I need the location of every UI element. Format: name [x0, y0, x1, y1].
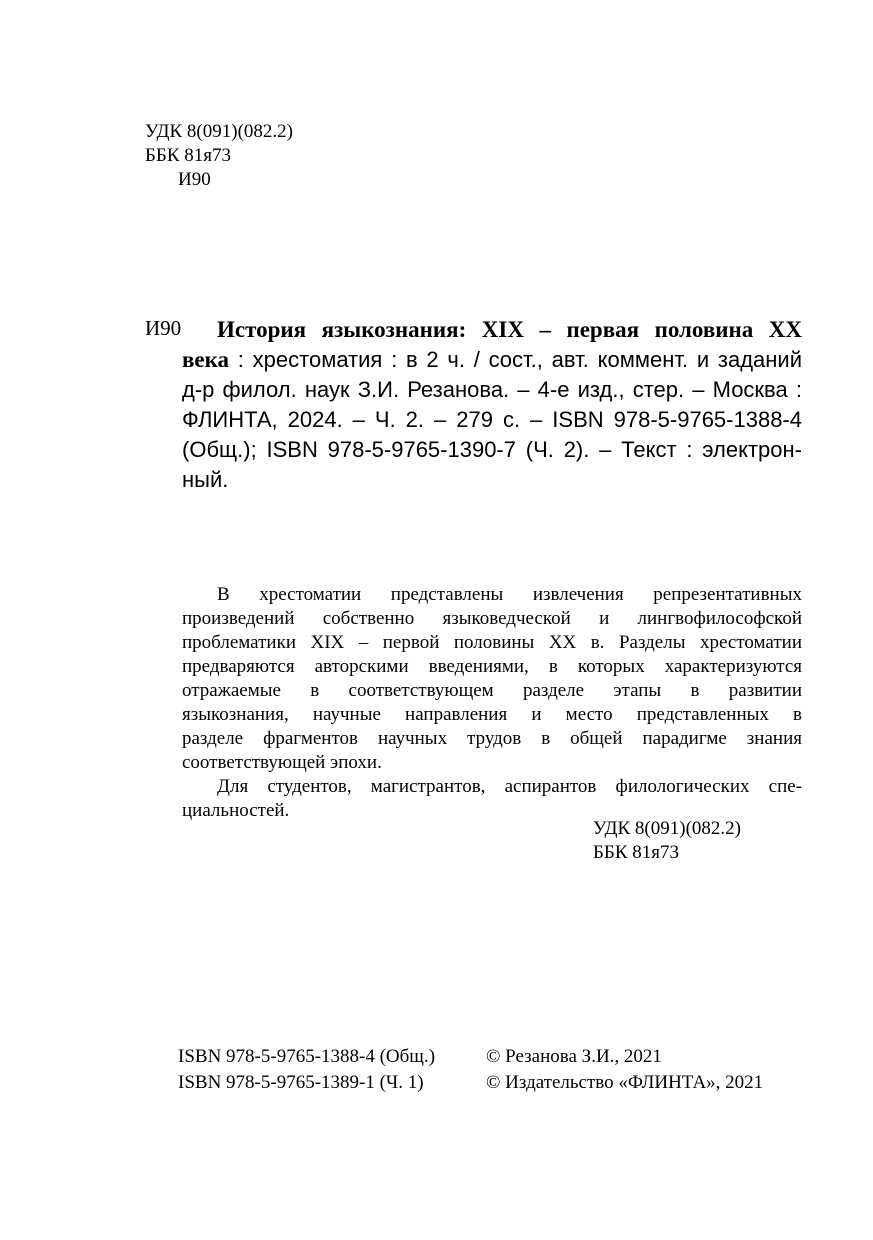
copyright-author: © Резанова З.И., 2021 — [486, 1046, 662, 1067]
annotation-line: языкознания, научные направления и место представленных в — [182, 704, 802, 725]
bib-line-2-text: : хрестоматия : в 2 ч. / сост., авт. коммент. и заданий — [229, 347, 802, 372]
annotation-line: проблематики XIX – первой половины XX в. Разделы хрестоматии — [182, 632, 802, 653]
bib-line-1 — [217, 315, 802, 345]
bbk-code-top: ББК 81я73 — [145, 145, 231, 166]
entry-author-mark: И90 — [145, 316, 182, 340]
audience-line: Для студентов, магистрантов, аспирантов филологических спе- — [217, 776, 802, 797]
annotation-line: произведений собственно языковедческой и лингвофилософской — [182, 608, 802, 629]
bib-line-2 — [182, 345, 802, 375]
annotation-line: В хрестоматии представлены извлечения репрезентативных — [217, 584, 802, 605]
isbn-general: ISBN 978-5-9765-1388-4 (Общ.) — [178, 1046, 436, 1067]
isbn-part-1: ISBN 978-5-9765-1389-1 (Ч. 1) — [178, 1072, 424, 1093]
annotation-line: предваряются авторскими введениями, в которых характеризуются — [182, 656, 802, 677]
annotation-line: отражаемые в соответствующем разделе этапы в развитии — [182, 680, 802, 701]
bib-line-5: (Общ.); ISBN 978-5-9765-1390-7 (Ч. 2). – Текст : электрон- — [182, 437, 802, 462]
annotation-line: разделе фрагментов научных трудов в общей парадигме знания — [182, 728, 802, 749]
bib-line-3: д-р филол. наук З.И. Резанова. – 4-е изд., стер. – Москва : — [182, 377, 802, 402]
author-mark-top: И90 — [178, 169, 211, 190]
annotation-line: соответствующей эпохи. — [182, 752, 382, 773]
udk-code-bottom: УДК 8(091)(082.2) — [593, 818, 741, 839]
bib-line-4: ФЛИНТА, 2024. – Ч. 2. – 279 с. – ISBN 978-5-9765-1388-4 — [182, 407, 802, 432]
copyright-publisher: © Издательство «ФЛИНТА», 2021 — [486, 1072, 764, 1093]
bib-line-6: ный. — [182, 467, 229, 492]
book-title-part-2: века — [182, 347, 230, 372]
book-title-part-1: История языкознания: XIX – первая половина XX — [217, 317, 802, 342]
bbk-code-bottom: ББК 81я73 — [593, 842, 679, 863]
audience-line: циальностей. — [182, 800, 290, 821]
udk-code-top: УДК 8(091)(082.2) — [145, 121, 293, 142]
